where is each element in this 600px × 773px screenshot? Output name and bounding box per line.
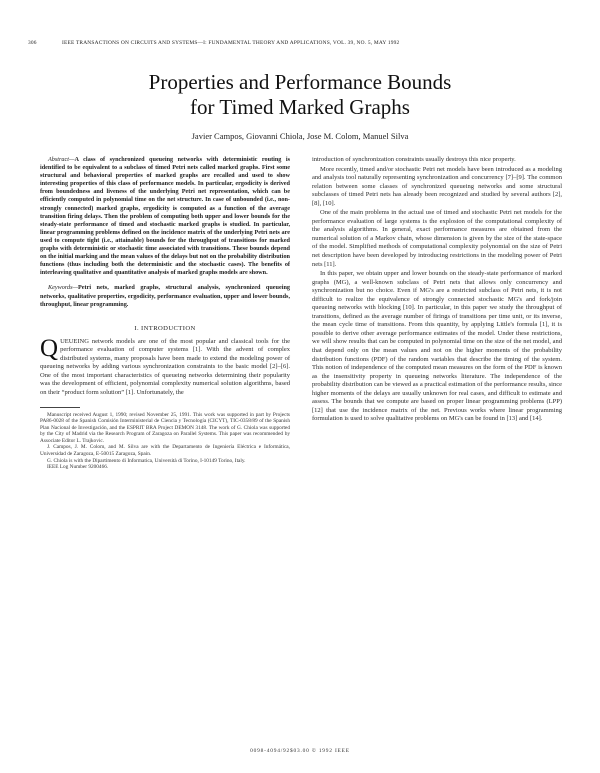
title-line-2: for Timed Marked Graphs	[190, 95, 410, 119]
left-column	[40, 156, 290, 471]
page-number: 306	[28, 40, 37, 46]
copyright-footer: 0098-4094/92$03.00 © 1992 IEEE	[250, 748, 350, 754]
paper-title	[0, 70, 600, 120]
title-line-1: Properties and Performance Bounds	[148, 70, 452, 94]
footnote-affiliation-torino: G. Chiola is with the Dipartimento di Informatica, Università di Torino, I-10149 Torino, Italy.	[47, 457, 246, 464]
abstract-label: Abstract—	[48, 156, 75, 163]
index-terms	[40, 284, 290, 308]
footnote-divider	[40, 407, 80, 408]
keywords-text: Petri nets, marked graphs, structural analysis, synchronized queueing networks, qualitative properties, ergodicity, performance evaluation, upper and lower bounds, throughput, linear programming.	[40, 284, 290, 308]
intro-paragraph-text: UEUEING network models are one of the most popular and classical tools for the performance evaluation of computer systems [1]. With the advent of complex distributed systems, many proposals have been made to extend the modeling power of queueing networks by adding various synchronization constraints to the basic model [2]–[6]. One of the most important characteristics of queueing networks determining their popularity was the development of efficient, polynomial complexity numerical solution algorithms, based on their “product form solution” [1]. Unfortunately, the	[40, 337, 290, 396]
paragraph-bounds: In this paper, we obtain upper and lower bounds on the steady-state performance of marked graphs (MG), a well-known subclass of Petri nets that allows only concurrency and synchronization but no choice. Even if MG's are a restricted subclass of Petri nets, it is not difficult to realize the equivalence of strongly connected stochastic MG's and fork/join queueing networks with blocking [10]. In particular, in this paper we study the throughput of transitions, defined as the average number of firings of transitions per time unit, or its inverse, the mean cycle time of transitions. From this quantity, by applying Little's formula [1], it is possible to derive other average performance estimates of the model. Under these restrictions, we will show results that can be computed in polynomial time on the size of the net model, and that depend only on the mean values and not on the higher moments of the probability distribution functions (PDF) of the random variables that describe the timing of the system. This notion of independence of the computed mean measures on the form of the PDF is known as the insensitivity property in queueing networks literature. The independence of the probability distribution can be viewed as a practical estimation of the performance results, since higher moments of the delays are usually unknown for real cases, and difficult to estimate and assess. The bounds that we compute are based on proper linear programming problems (LPP) [12] that use the incidence matrix of the net. Previous works where linear programming formulation is used to solve qualitative problems on MG's can be found in [13] and [14].	[312, 270, 562, 423]
footnote-affiliation-zaragoza: J. Campos, J. M. Colom, and M. Silva are with the Departamento de Ingeniería Eléctrica e Informática, Universidad de Zaragoza, E-50015 Zaragoza, Spain.	[40, 444, 290, 458]
paragraph-continuation: introduction of synchronization constraints usually destroys this nice property.	[312, 156, 516, 163]
abstract-text: A class of synchronized queueing networks with deterministic routing is identified to be equivalent to a subclass of timed Petri nets called marked graphs. First some structural and behavioral properties of marked graphs are recalled and used to show interesting properties of this class of performance models. In particular, ergodicity is derived from boundedness and liveness of the underlying Petri net representation, which can be efficiently computed in polynomial time on the net structure. In case of unbounded (i.e., non-strongly connected) marked graphs, ergodicity is computed as a function of the average transition firing delays. Then the problem of computing both upper and lower bounds for the steady-state performance of timed and stochastic marked graphs is studied. In particular, linear programming problems defined on the incidence matrix of the underlying Petri nets are used to compute tight (i.e., attainable) bounds for the throughput of transitions for marked graphs with deterministic or stochastic time associated with transitions. These bounds depend on the initial marking and the mean values of the delays but not on the probability distribution functions (thus including both the deterministic and the stochastic cases). The benefits of interleaving qualitative and quantitative analysis of marked graphs models are shown.	[40, 156, 290, 277]
intro-paragraph	[40, 334, 290, 398]
abstract	[40, 156, 290, 277]
author-list: Javier Campos, Giovanni Chiola, Jose M. Colom, Manuel Silva	[191, 131, 409, 141]
journal-running-title: IEEE TRANSACTIONS ON CIRCUITS AND SYSTEMS—I: FUNDAMENTAL THEORY AND APPLICATIONS, VOL. 39, NO. 5, MAY 1992	[62, 40, 400, 46]
right-column	[312, 156, 562, 424]
drop-cap: Q	[40, 334, 59, 362]
footnote-manuscript: Manuscript received August 1, 1990; revised November 25, 1991. This work was supported in part by Projects PA86-0028 of the Spanish Comisión Interministerial de Ciencia y Tecnología (CICYT), TIC-0358/89 of the Spanish Plan Nacional de Investigación, and the ESPRIT BRA Project DEMON 3148. The work of G. Chiola was supported by the City of Madrid via the Research Program of Zaragoza on Parallel Systems. This paper was recommended by Associate Editor L. Trajkovic.	[40, 411, 290, 444]
section-heading-introduction: I. INTRODUCTION	[134, 324, 196, 332]
running-header	[28, 40, 572, 46]
paragraph-petri-nets: More recently, timed and/or stochastic Petri net models have been introduced as a modeling and analysis tool naturally representing synchronization and concurrency [7]–[9]. The common relation between some classes of synchronized queueing networks and some structural subclasses of timed Petri nets has already been recognized and studied by several authors [2], [8], [10].	[312, 165, 562, 207]
paragraph-complexity: One of the main problems in the actual use of timed and stochastic Petri net models for the performance evaluation of large systems is the explosion of the computational complexity of the analysis algorithms. In general, exact performance measures are obtained from the numerical solution of a Markov chain, whose dimension is given by the size of the state-space of the model. Simplified methods of computational complexity polynomial on the size of Petri net description have been developed by introducing restrictions in the modeling power of Petri nets [11].	[312, 209, 562, 268]
footnote-log-number: IEEE Log Number 9200466.	[47, 464, 109, 471]
keywords-label: Keywords—	[48, 284, 79, 292]
